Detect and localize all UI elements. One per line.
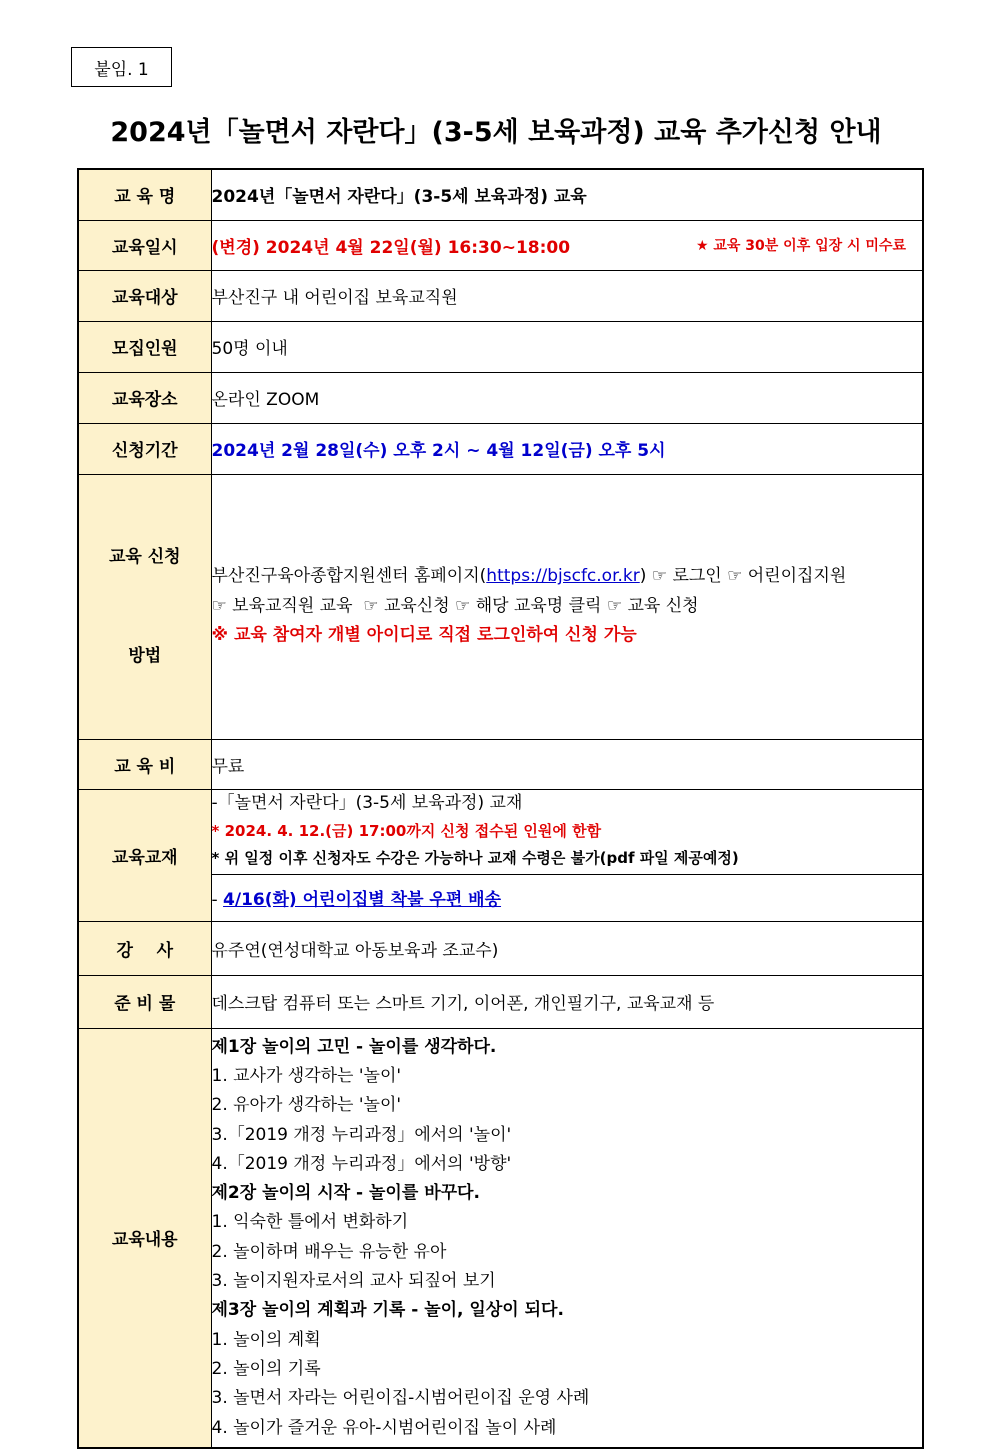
delivery-text: 4/16(화) 어린이집별 착불 우편 배송 bbox=[223, 890, 502, 910]
method-note: ※ 교육 참여자 개별 아이디로 직접 로그인하여 신청 가능 bbox=[211, 625, 637, 646]
chapter-item: 1. 놀이의 계획 bbox=[211, 1329, 321, 1350]
row-course-name bbox=[78, 169, 923, 220]
value-fee: 무료 bbox=[211, 739, 923, 789]
delivery-prefix: - bbox=[211, 890, 224, 910]
chapter-item: 3.「2019 개정 누리과정」에서의 '놀이' bbox=[211, 1124, 512, 1145]
chapter-title: 제1장 놀이의 고민 - 놀이를 생각하다. bbox=[211, 1036, 497, 1057]
homepage-link[interactable]: https://bjscfc.or.kr bbox=[486, 566, 640, 587]
value-target: 부산진구 내 어린이집 보육교직원 bbox=[211, 270, 923, 321]
document-title: 2024년「놀면서 자란다」(3-5세 보육과정) 교육 추가신청 안내 bbox=[110, 117, 882, 148]
attachment-label-box bbox=[71, 47, 172, 87]
label-method-line1: 교육 신청 bbox=[108, 546, 181, 567]
chapter-title: 제2장 놀이의 시작 - 놀이를 바꾸다. bbox=[211, 1183, 480, 1204]
textbook-note2: * 위 일정 이후 신청자도 수강은 가능하나 교재 수령은 불가(pdf 파일 제공예정) bbox=[211, 849, 739, 868]
chapter-item: 3. 놀면서 자라는 어린이집-시범어린이집 운영 사례 bbox=[211, 1388, 590, 1409]
value-textbook bbox=[211, 789, 923, 874]
chapter-item: 4.「2019 개정 누리과정」에서의 '방향' bbox=[211, 1153, 512, 1174]
label-supplies: 준 비 물 bbox=[78, 975, 211, 1028]
label-content: 교육내용 bbox=[78, 1028, 211, 1448]
value-schedule: (변경) 2024년 4월 22일(월) 16:30~18:00 bbox=[211, 237, 571, 258]
row-textbook bbox=[78, 789, 923, 874]
label-schedule: 교육일시 bbox=[78, 220, 211, 270]
chapter-item: 2. 놀이의 기록 bbox=[211, 1358, 321, 1379]
label-fee: 교 육 비 bbox=[78, 739, 211, 789]
row-capacity bbox=[78, 321, 923, 372]
row-instructor bbox=[78, 921, 923, 975]
method-line1-prefix: 부산진구육아종합지원센터 홈페이지( bbox=[211, 566, 487, 587]
value-supplies: 데스크탑 컴퓨터 또는 스마트 기기, 이어폰, 개인필기구, 교육교재 등 bbox=[211, 975, 923, 1028]
method-line2: ☞ 보육교직원 교육 ☞ 교육신청 ☞ 해당 교육명 클릭 ☞ 교육 신청 bbox=[211, 595, 699, 616]
row-period bbox=[78, 423, 923, 474]
label-course-name: 교 육 명 bbox=[78, 169, 211, 220]
info-table bbox=[77, 168, 924, 1449]
method-line1-suffix: ) ☞ 로그인 ☞ 어린이집지원 bbox=[639, 566, 847, 587]
row-target bbox=[78, 270, 923, 321]
value-period: 2024년 2월 28일(수) 오후 2시 ~ 4월 12일(금) 오후 5시 bbox=[211, 423, 923, 474]
label-capacity: 모집인원 bbox=[78, 321, 211, 372]
row-supplies bbox=[78, 975, 923, 1028]
textbook-line1: -「놀면서 자란다」(3-5세 보육과정) 교재 bbox=[211, 793, 523, 814]
label-method bbox=[78, 474, 211, 739]
row-fee bbox=[78, 739, 923, 789]
textbook-note1: * 2024. 4. 12.(금) 17:00까지 신청 접수된 인원에 한함 bbox=[211, 821, 602, 840]
label-textbook: 교육교재 bbox=[78, 789, 211, 921]
chapter-item: 4. 놀이가 즐거운 유아-시범어린이집 놀이 사례 bbox=[211, 1417, 557, 1438]
value-method bbox=[211, 474, 923, 739]
row-content bbox=[78, 1028, 923, 1448]
value-textbook-delivery bbox=[211, 874, 923, 921]
attachment-label: 붙임. 1 bbox=[94, 59, 149, 80]
value-venue: 온라인 ZOOM bbox=[211, 372, 923, 423]
row-method bbox=[78, 474, 923, 739]
method-line1 bbox=[212, 562, 923, 592]
value-instructor: 유주연(연성대학교 아동보육과 조교수) bbox=[211, 921, 923, 975]
chapter-item: 1. 익숙한 틀에서 변화하기 bbox=[211, 1212, 409, 1233]
chapter-item: 1. 교사가 생각하는 '놀이' bbox=[211, 1065, 402, 1086]
label-venue: 교육장소 bbox=[78, 372, 211, 423]
value-content bbox=[211, 1028, 923, 1448]
value-capacity: 50명 이내 bbox=[211, 321, 923, 372]
label-period: 신청기간 bbox=[78, 423, 211, 474]
chapter-item: 2. 유아가 생각하는 '놀이' bbox=[211, 1095, 402, 1116]
chapter-title: 제3장 놀이의 계획과 기록 - 놀이, 일상이 되다. bbox=[211, 1300, 564, 1321]
label-instructor: 강 사 bbox=[78, 921, 211, 975]
value-course-name: 2024년「놀면서 자란다」(3-5세 보육과정) 교육 bbox=[211, 169, 923, 220]
schedule-note: ★ 교육 30분 이후 입장 시 미수료 bbox=[695, 238, 906, 254]
chapter-item: 3. 놀이지원자로서의 교사 되짚어 보기 bbox=[211, 1271, 496, 1292]
row-schedule bbox=[78, 220, 923, 270]
row-venue bbox=[78, 372, 923, 423]
label-method-line2: 방법 bbox=[128, 645, 162, 666]
chapter-item: 2. 놀이하며 배우는 유능한 유아 bbox=[211, 1241, 447, 1262]
value-schedule-cell bbox=[211, 220, 923, 270]
label-target: 교육대상 bbox=[78, 270, 211, 321]
